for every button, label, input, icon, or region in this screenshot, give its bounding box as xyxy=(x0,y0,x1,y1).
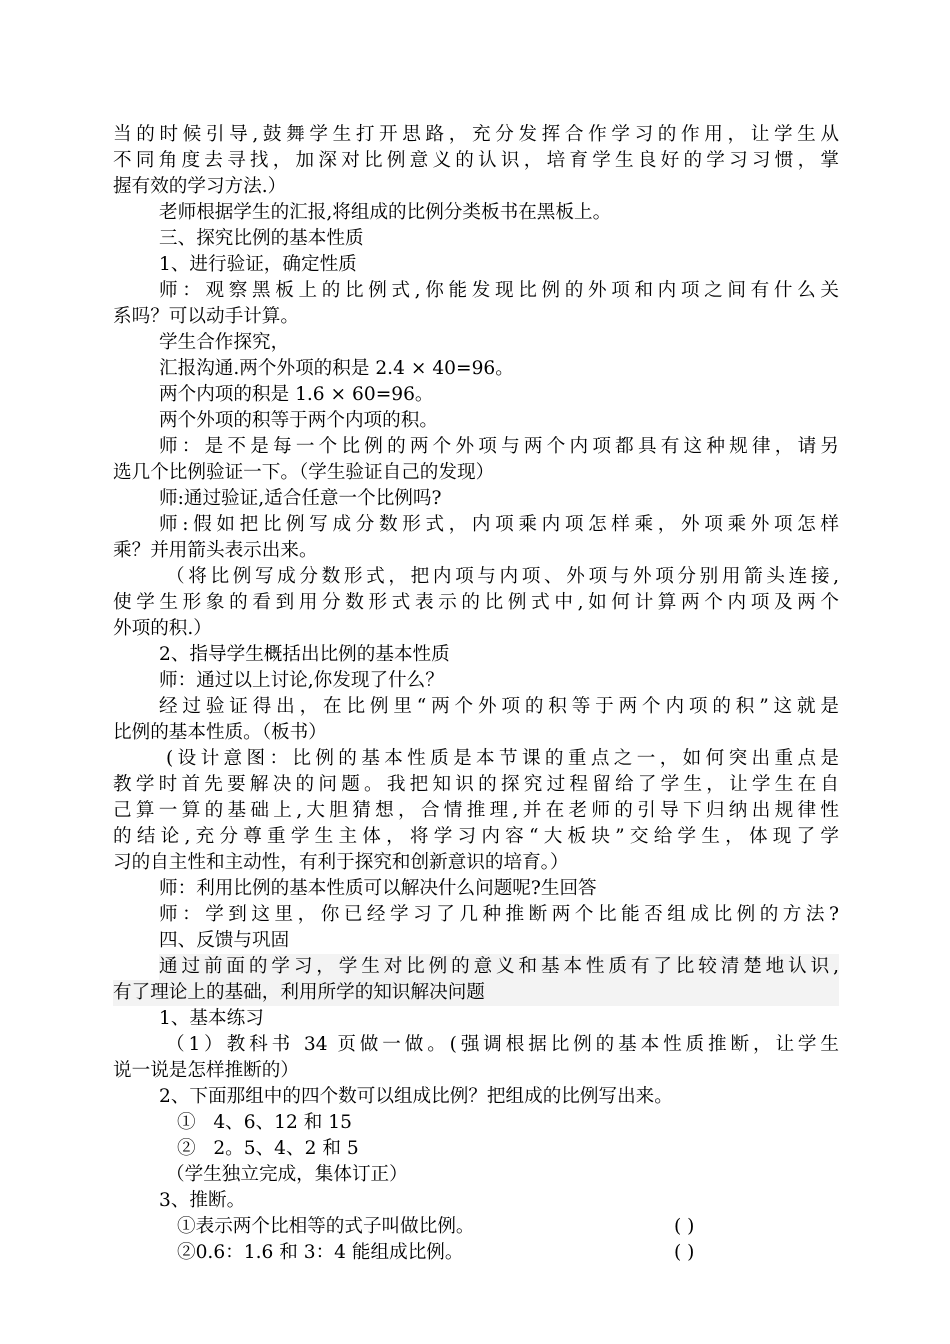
paragraph-line: 师:假如把比例写成分数形式，内项乘内项怎样乘，外项乘外项怎样 xyxy=(159,514,839,535)
paragraph-line: 教学时首先要解决的问题。我把知识的探究过程留给了学生，让学生在自 xyxy=(113,774,839,795)
paragraph-line: 有了理论上的基础，利用所学的知识解决问题 xyxy=(113,980,839,1006)
paragraph-line: 师:通过验证,适合任意一个比例吗? xyxy=(159,488,442,509)
paragraph-line: 说一说是怎样推断的） xyxy=(113,1060,299,1081)
paragraph-line: 老师根据学生的汇报,将组成的比例分类板书在黑板上。 xyxy=(159,202,612,223)
answer-brackets: ( ) xyxy=(674,1242,695,1263)
paragraph-line: 不同角度去寻找，加深对比例意义的认识，培育学生良好的学习习惯，掌 xyxy=(113,150,839,171)
paragraph-line: 握有效的学习方法.） xyxy=(113,176,287,197)
subsection-heading: 2、下面那组中的四个数可以组成比例？把组成的比例写出来。 xyxy=(159,1086,673,1107)
paragraph-line: 比例的基本性质。（板书） xyxy=(113,722,327,743)
section-heading: 三、探究比例的基本性质 xyxy=(159,228,364,249)
paragraph-line: 师：学到这里，你已经学习了几种推断两个比能否组成比例的方法? xyxy=(159,904,839,925)
paragraph-line: 乘？并用箭头表示出来。 xyxy=(113,540,318,561)
paragraph-line: 外项的积.） xyxy=(113,618,212,639)
paragraph-line: 选几个比例验证一下。（学生验证自己的发现） xyxy=(113,462,495,483)
paragraph-line: 汇报沟通.两个外项的积是 2.4 × 40=96。 xyxy=(159,358,514,379)
paragraph-line: 两个外项的积等于两个内项的积。 xyxy=(159,410,438,431)
paragraph-line: （1）教科书 34 页做一做。(强调根据比例的基本性质推断，让学生 xyxy=(166,1034,839,1055)
section-heading: 四、反馈与巩固 xyxy=(159,930,290,951)
judgement-item: ①表示两个比相等的式子叫做比例。 xyxy=(177,1216,475,1237)
paragraph-line: （将比例写成分数形式，把内项与内项、外项与外项分别用箭头连接, xyxy=(166,566,839,587)
paragraph-line: （学生独立完成，集体订正） xyxy=(166,1164,408,1185)
list-item: ② 2。5、4、2 和 5 xyxy=(177,1138,359,1159)
list-item: ① 4、6、12 和 15 xyxy=(177,1112,352,1133)
subsection-heading: 1、进行验证，确定性质 xyxy=(159,254,357,275)
paragraph-line: 经过验证得出，在比例里“两个外项的积等于两个内项的积”这就是 xyxy=(159,696,839,717)
paragraph-line: 系吗？可以动手计算。 xyxy=(113,306,299,327)
paragraph-line: 通过前面的学习，学生对比例的意义和基本性质有了比较清楚地认识, xyxy=(159,954,839,980)
paragraph-line: 的结论,充分尊重学生主体，将学习内容“大板块”交给学生，体现了学 xyxy=(113,826,839,847)
subsection-heading: 3、推断。 xyxy=(159,1190,246,1211)
paragraph-line: (设计意图：比例的基本性质是本节课的重点之一，如何突出重点是 xyxy=(166,748,839,769)
paragraph-line: 当的时候引导,鼓舞学生打开思路，充分发挥合作学习的作用，让学生从 xyxy=(113,124,839,145)
paragraph-line: 己算一算的基础上,大胆猜想，合情推理,并在老师的引导下归纳出规律性 xyxy=(113,800,839,821)
paragraph-line: 师：通过以上讨论,你发现了什么？ xyxy=(159,670,444,691)
paragraph-line: 学生合作探究， xyxy=(159,332,290,353)
paragraph-line: 师：观察黑板上的比例式,你能发现比例的外项和内项之间有什么关 xyxy=(159,280,839,301)
paragraph-line: 使学生形象的看到用分数形式表示的比例式中,如何计算两个内项及两个 xyxy=(113,592,839,613)
subsection-heading: 2、指导学生概括出比例的基本性质 xyxy=(159,644,450,665)
paragraph-line: 师：是不是每一个比例的两个外项与两个内项都具有这种规律，请另 xyxy=(159,436,839,457)
answer-brackets: ( ) xyxy=(674,1216,695,1237)
paragraph-line: 习的自主性和主动性，有利于探究和创新意识的培育。） xyxy=(113,852,569,873)
paragraph-line: 师：利用比例的基本性质可以解决什么问题呢?生回答 xyxy=(159,878,597,899)
judgement-item: ②0.6：1.6 和 3：4 能组成比例。 xyxy=(177,1242,464,1263)
subsection-heading: 1、基本练习 xyxy=(159,1008,264,1029)
paragraph-line: 两个内项的积是 1.6 × 60=96。 xyxy=(159,384,434,405)
